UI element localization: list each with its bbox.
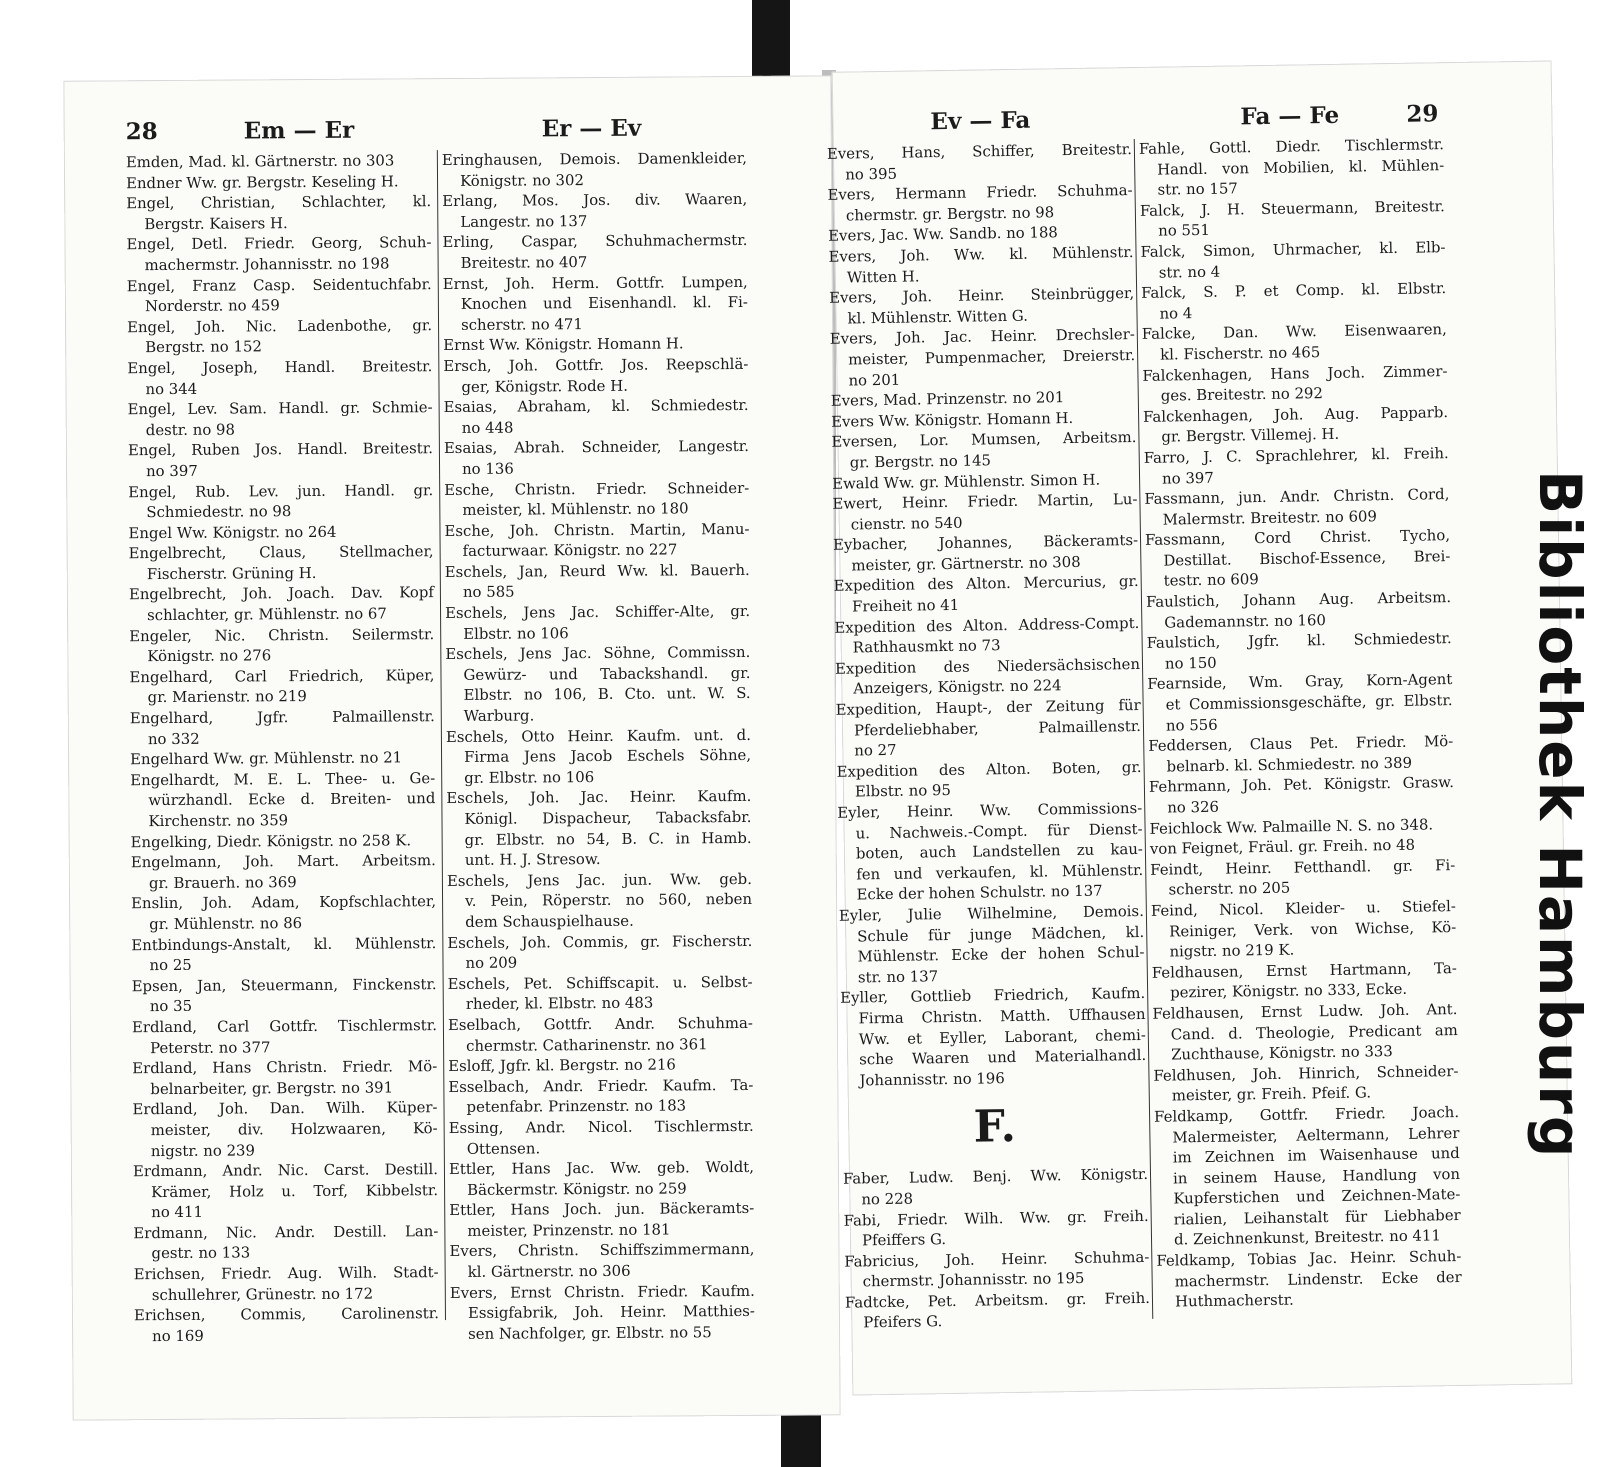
entry-continuation-line: Johannisstr. no 196 bbox=[859, 1068, 1005, 1090]
directory-entry-line: Fehrmann, Joh. Pet. Königstr. Grasw. bbox=[1148, 773, 1455, 797]
entry-continuation-line: gr. Elbstr. no 54, B. C. in Hamb. bbox=[464, 828, 752, 849]
entry-continuation-line: ger, Königstr. Rode H. bbox=[461, 376, 628, 396]
directory-entry-line: Engel, Joseph, Handl. Breitestr. bbox=[127, 357, 433, 378]
entry-continuation-line: Elbstr. no 95 bbox=[854, 781, 952, 801]
entry-continuation-line: in seinem Hause, Handlung von bbox=[1172, 1164, 1461, 1188]
entry-continuation-line: no 551 bbox=[1158, 221, 1211, 241]
entry-continuation-line: petenfabr. Prinzenstr. no 183 bbox=[466, 1096, 687, 1117]
entry-continuation-line: str. no 137 bbox=[857, 966, 939, 987]
page-number: 29 bbox=[1406, 100, 1439, 128]
entry-continuation-line: machermstr. Johannisstr. no 198 bbox=[144, 254, 390, 275]
directory-entry-line: Evers Ww. Königstr. Homann H. bbox=[830, 408, 1074, 431]
directory-entry-line: Feldhusen, Joh. Hinrich, Schneider- bbox=[1153, 1061, 1459, 1085]
directory-entry-line: Ettler, Hans Jac. Ww. geb. Woldt, bbox=[448, 1157, 754, 1179]
entry-continuation-line: Destillat. Bischof-Essence, Brei- bbox=[1163, 546, 1451, 570]
entry-continuation-line: Fischerstr. Grüning H. bbox=[146, 563, 317, 584]
directory-entry-line: Esche, Christn. Friedr. Schneider- bbox=[444, 478, 750, 499]
entry-continuation-line: no 397 bbox=[1161, 468, 1214, 488]
entry-continuation-line: Ottensen. bbox=[466, 1138, 541, 1158]
directory-entry-line: Esche, Joh. Christn. Martin, Manu- bbox=[444, 519, 750, 540]
entry-continuation-line: gr. Mühlenstr. no 86 bbox=[149, 914, 303, 934]
entry-continuation-line: chermstr. Johannisstr. no 195 bbox=[862, 1269, 1085, 1291]
entry-continuation-line: Handl. von Mobilien, kl. Mühlen- bbox=[1157, 155, 1445, 179]
directory-entry-line: von Feignet, Fräul. gr. Freih. no 48 bbox=[1149, 835, 1416, 859]
directory-entry-line: Erdland, Joh. Dan. Wilh. Küper- bbox=[132, 1098, 438, 1119]
directory-entry-line: Eschels, Joh. Jac. Heinr. Kaufm. bbox=[446, 787, 752, 808]
directory-entry-line: Falck, S. P. et Comp. kl. Elbstr. bbox=[1141, 279, 1447, 303]
directory-entry-line: Fassmann, Cord Christ. Tycho, bbox=[1144, 526, 1451, 550]
directory-entry-line: Eyler, Heinr. Ww. Commissions- bbox=[837, 798, 1143, 822]
directory-entry-line: Engel, Ruben Jos. Handl. Breitestr. bbox=[127, 439, 433, 460]
directory-entry-line: Erling, Caspar, Schuhmachermstr. bbox=[442, 231, 748, 252]
directory-entry-line: Faulstich, Johann Aug. Arbeitsm. bbox=[1145, 588, 1452, 611]
directory-entry-line: Engelhardt, M. E. L. Thee- u. Ge- bbox=[130, 768, 436, 790]
entry-continuation-line: Pferdeliebhaber, Palmaillenstr. bbox=[853, 716, 1142, 740]
directory-entry-line: Eyler, Julie Wilhelmine, Demois. bbox=[838, 901, 1145, 925]
directory-entry-line: Evers, Hermann Friedr. Schuhma- bbox=[827, 181, 1133, 205]
entry-continuation-line: cienstr. no 540 bbox=[850, 513, 963, 534]
entry-continuation-line: pezirer, Königstr. no 333, Ecke. bbox=[1170, 980, 1408, 1002]
entry-continuation-line: Knochen und Eisenhandl. kl. Fi- bbox=[460, 293, 748, 314]
directory-entry-line: Fabi, Friedr. Wilh. Ww. gr. Freih. bbox=[843, 1206, 1149, 1230]
directory-entry-line: Feichlock Ww. Palmaille N. S. no 348. bbox=[1149, 814, 1434, 838]
entry-continuation-line: sche Waaren und Materialhandl. bbox=[859, 1046, 1147, 1069]
right-page-column-2 bbox=[1139, 134, 1462, 1312]
directory-entry-line: Erlang, Mos. Jos. div. Waaren, bbox=[442, 190, 748, 211]
entry-continuation-line: Gewürz- und Tabackshandl. gr. bbox=[463, 663, 751, 684]
directory-entry-line: Engelking, Diedr. Königstr. no 258 K. bbox=[130, 830, 412, 851]
directory-entry-line: Falck, J. H. Steuermann, Breitestr. bbox=[1139, 196, 1445, 220]
directory-entry-line: Esaias, Abrah. Schneider, Langestr. bbox=[443, 437, 749, 458]
right-page bbox=[826, 60, 1573, 1395]
directory-entry-line: Faulstich, Jgfr. kl. Schmiedestr. bbox=[1146, 629, 1452, 653]
entry-continuation-line: im Zeichnen im Waisenhause und bbox=[1172, 1144, 1460, 1167]
entry-continuation-line: str. no 157 bbox=[1157, 179, 1238, 199]
entry-continuation-line: machermstr. Lindenstr. Ecke der bbox=[1174, 1267, 1462, 1291]
directory-entry-line: Falck, Simon, Uhrmacher, kl. Elb- bbox=[1140, 238, 1446, 261]
entry-continuation-line: destr. no 98 bbox=[145, 420, 235, 439]
entry-continuation-line: Schule für junge Mädchen, kl. bbox=[857, 922, 1145, 946]
entry-continuation-line: gestr. no 133 bbox=[151, 1243, 251, 1263]
running-head-left: Ev — Fa bbox=[930, 106, 1031, 136]
running-head-right: Fa — Fe bbox=[1240, 101, 1340, 131]
directory-entry-line: Fahle, Gottl. Diedr. Tischlermstr. bbox=[1138, 135, 1445, 158]
entry-continuation-line: no 27 bbox=[854, 741, 897, 760]
left-page-column-2 bbox=[442, 148, 755, 1345]
directory-entry-line: Ewert, Heinr. Friedr. Martin, Lu- bbox=[832, 490, 1138, 513]
entry-continuation-line: Königstr. no 302 bbox=[459, 170, 584, 190]
entry-continuation-line: u. Nachweis.-Compt. für Dienst- bbox=[855, 819, 1143, 843]
directory-entry-line: Feldhausen, Ernst Hartmann, Ta- bbox=[1151, 958, 1457, 982]
directory-entry-line: Ettler, Hans Joch. jun. Bäckeramts- bbox=[449, 1199, 755, 1220]
directory-entry-line: Engel, Franz Casp. Seidentuchfabr. bbox=[126, 274, 432, 295]
directory-entry-line: Expedition, Haupt-, der Zeitung für bbox=[835, 695, 1141, 719]
entry-continuation-line: chermstr. gr. Bergstr. no 98 bbox=[845, 203, 1055, 225]
directory-entry-line: Feindt, Heinr. Fetthandl. gr. Fi- bbox=[1150, 855, 1456, 879]
entry-continuation-line: dem Schauspielhause. bbox=[465, 911, 634, 931]
directory-entry-line: Engelhard, Carl Friedrich, Küper, bbox=[129, 665, 435, 687]
entry-continuation-line: Malermeister, Aeltermann, Lehrer bbox=[1172, 1123, 1460, 1147]
directory-entry-line: Faber, Ludw. Benj. Ww. Königstr. bbox=[842, 1165, 1149, 1189]
directory-entry-line: Falcke, Dan. Ww. Eisenwaaren, bbox=[1141, 320, 1447, 344]
entry-continuation-line: meister, kl. Mühlenstr. no 180 bbox=[462, 499, 689, 520]
directory-entry-line: Erdland, Carl Gottfr. Tischlermstr. bbox=[131, 1016, 437, 1037]
directory-entry-line: Epsen, Jan, Steuermann, Finckenstr. bbox=[131, 974, 437, 995]
directory-entry-line: Eringhausen, Demois. Damenkleider, bbox=[441, 148, 747, 170]
directory-entry-line: Eybacher, Johannes, Bäckeramts- bbox=[832, 531, 1139, 555]
entry-continuation-line: no 556 bbox=[1165, 715, 1218, 735]
directory-entry-line: Erdmann, Nic. Andr. Destill. Lan- bbox=[133, 1221, 439, 1243]
entry-continuation-line: no 397 bbox=[145, 461, 198, 481]
directory-entry-line: Engelhard, Jgfr. Palmaillenstr. bbox=[129, 707, 435, 728]
directory-entry-line: Falckenhagen, Joh. Aug. Papparb. bbox=[1142, 402, 1449, 426]
entry-continuation-line: meister, gr. Gärtnerstr. no 308 bbox=[851, 552, 1081, 575]
entry-continuation-line: Bergstr. Kaisers H. bbox=[144, 213, 288, 233]
directory-entry-line: Evers, Joh. Ww. kl. Mühlenstr. bbox=[828, 242, 1134, 266]
directory-entry-line: Evers, Ernst Christn. Friedr. Kaufm. bbox=[449, 1281, 755, 1302]
entry-continuation-line: boten, auch Landstellen zu kau- bbox=[855, 840, 1144, 863]
entry-continuation-line: gr. Marienstr. no 219 bbox=[147, 687, 307, 707]
entry-continuation-line: Essigfabrik, Joh. Heinr. Matthies- bbox=[467, 1302, 756, 1323]
running-head-left: Em — Er bbox=[243, 116, 355, 145]
entry-continuation-line: no 395 bbox=[845, 164, 898, 184]
directory-entry-line: Erichsen, Friedr. Aug. Wilh. Stadt- bbox=[133, 1263, 439, 1284]
directory-entry-line: Esaias, Abraham, kl. Schmiedestr. bbox=[443, 396, 749, 417]
entry-continuation-line: Zuchthause, Königstr. no 333 bbox=[1170, 1042, 1393, 1064]
directory-entry-line: Erdmann, Andr. Nic. Carst. Destill. bbox=[132, 1160, 439, 1181]
directory-entry-line: Fabricius, Joh. Heinr. Schuhma- bbox=[844, 1247, 1150, 1271]
entry-continuation-line: no 169 bbox=[152, 1326, 204, 1345]
entry-continuation-line: Freiheit no 41 bbox=[851, 595, 960, 616]
entry-continuation-line: Warburg. bbox=[463, 706, 535, 725]
entry-continuation-line: Rathhausmkt no 73 bbox=[852, 636, 1001, 657]
directory-entry-line: Engel, Joh. Nic. Ladenbothe, gr. bbox=[126, 315, 433, 337]
directory-entry-line: Feldkamp, Gottfr. Friedr. Joach. bbox=[1153, 1102, 1460, 1126]
directory-entry-line: Falckenhagen, Hans Joch. Zimmer- bbox=[1142, 361, 1448, 385]
entry-continuation-line: meister, Pumpenmacher, Dreierstr. bbox=[848, 345, 1136, 369]
entry-continuation-line: meister, Prinzenstr. no 181 bbox=[467, 1220, 671, 1240]
entry-continuation-line: no 332 bbox=[147, 729, 200, 748]
directory-entry-line: Eselbach, Gottfr. Andr. Schuhma- bbox=[447, 1013, 753, 1034]
entry-continuation-line: unt. H. J. Stresow. bbox=[464, 850, 601, 870]
entry-continuation-line: et Commissionsgeschäfte, gr. Elbstr. bbox=[1165, 691, 1453, 714]
entry-continuation-line: Königl. Dispacheur, Tabacksfabr. bbox=[464, 807, 752, 828]
entry-continuation-line: facturwaar. Königstr. no 227 bbox=[462, 540, 678, 561]
entry-continuation-line: v. Pein, Röperstr. no 560, neben bbox=[465, 890, 753, 911]
entry-continuation-line: gr. Bergstr. Villemej. H. bbox=[1161, 425, 1340, 446]
entry-continuation-line: nigstr. no 239 bbox=[150, 1140, 256, 1160]
entry-continuation-line: ges. Breitestr. no 292 bbox=[1160, 384, 1324, 405]
entry-continuation-line: gr. Elbstr. no 106 bbox=[464, 767, 595, 787]
entry-continuation-line: Gademannstr. no 160 bbox=[1164, 610, 1327, 632]
entry-continuation-line: schlachter, gr. Mühlenstr. no 67 bbox=[147, 604, 387, 625]
entry-continuation-line: Malermstr. Breitestr. no 609 bbox=[1162, 506, 1378, 529]
entry-continuation-line: Firma Jens Jacob Eschels Söhne, bbox=[464, 746, 752, 767]
entry-continuation-line: Pfeiffers G. bbox=[861, 1230, 947, 1250]
entry-continuation-line: str. no 4 bbox=[1158, 262, 1221, 282]
directory-entry-line: Feddersen, Claus Pet. Friedr. Mö- bbox=[1148, 732, 1454, 756]
entry-continuation-line: scherstr. no 471 bbox=[460, 314, 583, 334]
directory-entry-line: Engel Ww. Königstr. no 264 bbox=[128, 522, 337, 542]
entry-continuation-line: Anzeigers, Königstr. no 224 bbox=[853, 676, 1062, 698]
entry-continuation-line: no 35 bbox=[149, 997, 193, 1016]
entry-continuation-line: rheder, kl. Elbstr. no 483 bbox=[465, 993, 654, 1014]
entry-continuation-line: Witten H. bbox=[846, 266, 920, 287]
directory-entry-line: Evers, Joh. Heinr. Steinbrügger, bbox=[829, 284, 1135, 307]
entry-continuation-line: Elbstr. no 106, B. Cto. unt. W. S. bbox=[463, 684, 751, 705]
directory-entry-line: Engeler, Nic. Christn. Seilermstr. bbox=[129, 624, 435, 645]
directory-entry-line: Emden, Mad. kl. Gärtnerstr. no 303 bbox=[125, 151, 395, 172]
directory-entry-line: Ersch, Joh. Gottfr. Jos. Reepschlä- bbox=[443, 354, 749, 375]
directory-entry-line: Evers, Hans, Schiffer, Breitestr. bbox=[826, 140, 1133, 163]
entry-continuation-line: no 344 bbox=[145, 379, 198, 398]
directory-entry-line: Feind, Nicol. Kleider- u. Stiefel- bbox=[1150, 897, 1456, 920]
directory-entry-line: Engel, Christian, Schlachter, kl. bbox=[126, 192, 432, 213]
entry-continuation-line: belnarb. kl. Schmiedestr. no 389 bbox=[1166, 753, 1413, 776]
directory-entry-line: Evers, Joh. Jac. Heinr. Drechsler- bbox=[829, 325, 1135, 349]
entry-continuation-line: Krämer, Holz u. Torf, Kibbelstr. bbox=[151, 1180, 439, 1201]
entry-continuation-line: sen Nachfolger, gr. Elbstr. no 55 bbox=[468, 1323, 712, 1343]
entry-continuation-line: Peterstr. no 377 bbox=[150, 1037, 271, 1057]
entry-continuation-line: Langestr. no 137 bbox=[460, 211, 588, 231]
entry-continuation-line: meister, div. Holzwaaren, Kö- bbox=[150, 1119, 438, 1140]
directory-entry-line: Engelhard Ww. gr. Mühlenstr. no 21 bbox=[130, 748, 403, 769]
entry-continuation-line: Bergstr. no 152 bbox=[145, 337, 262, 357]
section-letter: F. bbox=[973, 1101, 1017, 1153]
entry-continuation-line: Ww. et Eyller, Laborant, chemi- bbox=[858, 1025, 1146, 1048]
directory-entry-line: Fassmann, jun. Andr. Christn. Cord, bbox=[1144, 485, 1450, 508]
entry-continuation-line: Pfeifers G. bbox=[863, 1312, 943, 1332]
entry-continuation-line: no 4 bbox=[1159, 303, 1193, 323]
entry-continuation-line: testr. no 609 bbox=[1163, 570, 1259, 591]
entry-continuation-line: Elbstr. no 106 bbox=[463, 623, 569, 643]
entry-continuation-line: Kupferstichen und Zeichnen-Mate- bbox=[1173, 1185, 1461, 1208]
directory-entry-line: Esloff, Jgfr. kl. Bergstr. no 216 bbox=[448, 1055, 676, 1076]
directory-entry-line: Expedition des Alton. Boten, gr. bbox=[836, 757, 1142, 781]
entry-continuation-line: gr. Brauerh. no 369 bbox=[148, 872, 297, 892]
entry-continuation-line: d. Zeichnenkunst, Breitestr. no 411 bbox=[1173, 1226, 1442, 1249]
side-strip-label bbox=[1526, 470, 1600, 1270]
entry-continuation-line: no 136 bbox=[461, 459, 514, 478]
directory-entry-line: Eschels, Jens Jac. Schiffer-Alte, gr. bbox=[444, 601, 751, 623]
entry-continuation-line: Cand. d. Theologie, Predicant am bbox=[1170, 1020, 1458, 1044]
directory-entry-line: Eschels, Otto Heinr. Kaufm. unt. d. bbox=[445, 725, 751, 746]
directory-entry-line: Enslin, Joh. Adam, Kopfschlachter, bbox=[131, 892, 437, 913]
entry-continuation-line: no 326 bbox=[1167, 797, 1220, 817]
entry-continuation-line: schullehrer, Grünestr. no 172 bbox=[151, 1284, 374, 1304]
entry-continuation-line: Breitestr. no 407 bbox=[460, 253, 588, 272]
directory-entry-line: Ernst, Joh. Herm. Gottfr. Lumpen, bbox=[442, 272, 748, 293]
directory-entry-line: Erdland, Hans Christn. Friedr. Mö- bbox=[132, 1057, 438, 1078]
entry-continuation-line: Huthmacherstr. bbox=[1174, 1290, 1294, 1311]
entry-continuation-line: würzhandl. Ecke d. Breiten- und bbox=[148, 789, 436, 810]
directory-entry-line: Feldkamp, Tobias Jac. Heinr. Schuh- bbox=[1156, 1247, 1462, 1270]
directory-entry-line: Eschels, Jens Jac. Söhne, Commissn. bbox=[445, 643, 751, 664]
entry-continuation-line: no 585 bbox=[462, 583, 515, 602]
entry-continuation-line: rialien, Leihanstalt für Liebhaber bbox=[1173, 1205, 1461, 1229]
page-number: 28 bbox=[125, 118, 158, 146]
side-strip-text: Bibliothek Hamburg bbox=[1526, 470, 1594, 1160]
entry-continuation-line: Kirchenstr. no 359 bbox=[148, 811, 289, 831]
directory-entry-line: Eschels, Jan, Reurd Ww. kl. Bauerh. bbox=[444, 560, 750, 581]
entry-continuation-line: Firma Christn. Matth. Uffhausen bbox=[858, 1004, 1146, 1028]
directory-entry-line: Fearnside, Wm. Gray, Korn-Agent bbox=[1147, 670, 1453, 694]
entry-continuation-line: no 228 bbox=[861, 1189, 914, 1209]
directory-entry-line: Essing, Andr. Nicol. Tischlermstr. bbox=[448, 1116, 754, 1137]
directory-entry-line: Engel, Rub. Lev. jun. Handl. gr. bbox=[128, 480, 434, 501]
directory-entry-line: Eschels, Joh. Commis, gr. Fischerstr. bbox=[447, 931, 753, 952]
directory-entry-line: Engel, Detl. Friedr. Georg, Schuh- bbox=[126, 233, 432, 254]
directory-entry-line: Eversen, Lor. Mumsen, Arbeitsm. bbox=[831, 428, 1137, 452]
entry-continuation-line: no 411 bbox=[151, 1203, 204, 1222]
directory-entry-line: Engel, Lev. Sam. Handl. gr. Schmie- bbox=[127, 398, 433, 419]
directory-entry-line: Farro, J. C. Sprachlehrer, kl. Freih. bbox=[1143, 443, 1449, 467]
entry-continuation-line: kl. Mühlenstr. Witten G. bbox=[847, 306, 1029, 328]
right-page-column-1 bbox=[827, 139, 1151, 1334]
entry-continuation-line: gr. Bergstr. no 145 bbox=[849, 451, 992, 472]
directory-entry-line: Engelbrecht, Joh. Joach. Dav. Kopf bbox=[128, 583, 434, 604]
running-head-right: Er — Ev bbox=[541, 114, 642, 143]
directory-entry-line: Endner Ww. gr. Bergstr. Keseling H. bbox=[125, 171, 399, 192]
entry-continuation-line: no 201 bbox=[848, 370, 901, 390]
directory-entry-line: Erichsen, Commis, Carolinenstr. bbox=[133, 1304, 440, 1325]
entry-continuation-line: no 25 bbox=[149, 955, 192, 975]
entry-continuation-line: fen und verkaufen, kl. Mühlenstr. bbox=[856, 860, 1144, 884]
entry-continuation-line: meister, gr. Freih. Pfeif. G. bbox=[1171, 1083, 1372, 1105]
directory-entry-line: Expedition des Niedersächsischen bbox=[834, 654, 1141, 678]
entry-continuation-line: Königstr. no 276 bbox=[147, 646, 272, 666]
spine-strip-top bbox=[752, 0, 790, 80]
entry-continuation-line: Schmiedestr. no 98 bbox=[146, 502, 292, 522]
directory-entry-line: Ewald Ww. gr. Mühlenstr. Simon H. bbox=[831, 470, 1101, 493]
left-page-column-1 bbox=[126, 150, 439, 1347]
directory-entry-line: Entbindungs-Anstalt, kl. Mühlenstr. bbox=[131, 933, 437, 954]
directory-entry-line: Evers, Jac. Ww. Sandb. no 188 bbox=[828, 223, 1058, 246]
directory-entry-line: Evers, Mad. Prinzenstr. no 201 bbox=[830, 388, 1065, 410]
directory-entry-line: Eschels, Jens Jac. jun. Ww. geb. bbox=[446, 869, 752, 890]
entry-continuation-line: nigstr. no 219 K. bbox=[1169, 940, 1295, 961]
directory-entry-line: Feldhausen, Ernst Ludw. Joh. Ant. bbox=[1152, 999, 1458, 1023]
directory-entry-line: Esselbach, Andr. Friedr. Kaufm. Ta- bbox=[448, 1075, 754, 1096]
entry-continuation-line: no 150 bbox=[1164, 653, 1217, 673]
entry-continuation-line: Ecke der hohen Schulstr. no 137 bbox=[856, 881, 1103, 904]
entry-continuation-line: chermstr. Catharinenstr. no 361 bbox=[466, 1034, 708, 1055]
entry-continuation-line: kl. Gärtnerstr. no 306 bbox=[467, 1261, 631, 1281]
directory-entry-line: Ernst Ww. Königstr. Homann H. bbox=[443, 334, 684, 355]
directory-entry-line: Engelbrecht, Claus, Stellmacher, bbox=[128, 542, 434, 563]
entry-continuation-line: no 209 bbox=[465, 953, 518, 973]
entry-continuation-line: no 448 bbox=[461, 418, 514, 437]
directory-entry-line: Eschels, Pet. Schiffscapit. u. Selbst- bbox=[447, 972, 753, 993]
entry-continuation-line: Bäckermstr. Königstr. no 259 bbox=[467, 1179, 687, 1199]
directory-entry-line: Fadtcke, Pet. Arbeitsm. gr. Freih. bbox=[844, 1288, 1151, 1312]
entry-continuation-line: scherstr. no 205 bbox=[1168, 879, 1291, 899]
directory-entry-line: Engelmann, Joh. Mart. Arbeitsm. bbox=[130, 851, 436, 872]
entry-continuation-line: Reiniger, Verk. von Wichse, Kö- bbox=[1169, 917, 1457, 941]
entry-continuation-line: Mühlenstr. Ecke der hohen Schul- bbox=[857, 943, 1145, 966]
directory-entry-line: Eyller, Gottlieb Friedrich, Kaufm. bbox=[840, 984, 1146, 1008]
entry-continuation-line: kl. Fischerstr. no 465 bbox=[1159, 343, 1321, 364]
directory-entry-line: Evers, Christn. Schiffszimmermann, bbox=[449, 1240, 755, 1261]
directory-entry-line: Expedition des Alton. Address-Compt. bbox=[834, 613, 1140, 637]
entry-continuation-line: Norderstr. no 459 bbox=[144, 296, 280, 316]
entry-continuation-line: belnarbeiter, gr. Bergstr. no 391 bbox=[150, 1078, 394, 1098]
directory-entry-line: Expedition des Alton. Mercurius, gr. bbox=[833, 572, 1139, 596]
left-page bbox=[63, 75, 840, 1420]
